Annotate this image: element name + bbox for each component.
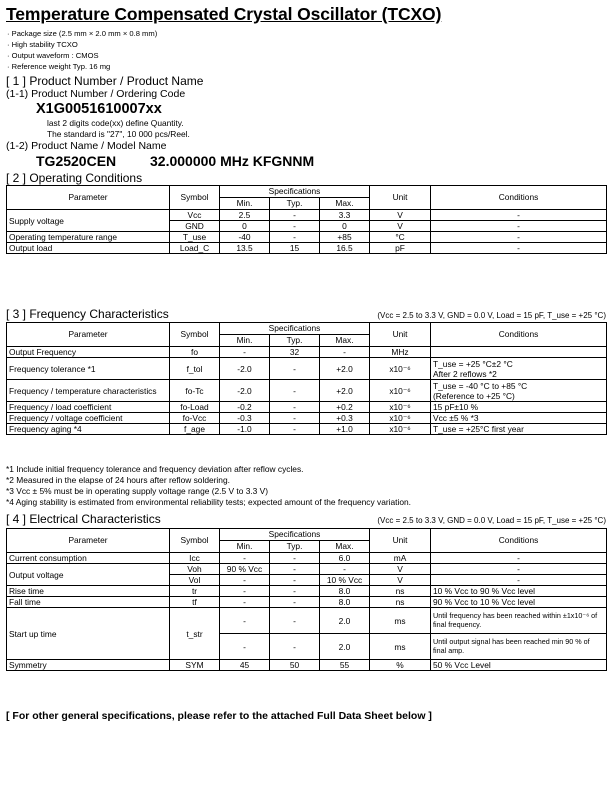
max-cell: +2.0 — [320, 358, 370, 380]
section-1-heading: [ 1 ] Product Number / Product Name — [6, 74, 204, 88]
min-cell: 13.5 — [220, 243, 270, 254]
param-cell: Current consumption — [7, 553, 170, 564]
conditions-cell: 10 % Vcc to 90 % Vcc level — [431, 586, 607, 597]
symbol-cell: Icc — [170, 553, 220, 564]
unit-cell: ns — [370, 597, 431, 608]
symbol-cell: fo-Tc — [170, 380, 220, 402]
max-cell: 8.0 — [320, 597, 370, 608]
conditions-line: T_use = -40 °C to +85 °C — [433, 380, 528, 391]
min-cell: - — [220, 347, 270, 358]
unit-cell: x10⁻⁶ — [370, 358, 431, 380]
min-cell: 0 — [220, 221, 270, 232]
footnote-3: *3 Vcc ± 5% must be in operating supply voltage range (2.5 V to 3.3 V) — [6, 486, 269, 496]
min-cell: - — [220, 586, 270, 597]
table-row — [7, 424, 607, 435]
max-cell: +85 — [320, 232, 370, 243]
table-row — [7, 347, 607, 358]
symbol-cell: tr — [170, 586, 220, 597]
typ-cell: - — [270, 413, 320, 424]
header-conditions: Conditions — [431, 186, 607, 210]
conditions-line: T_use = +25 °C±2 °C — [433, 358, 513, 369]
typ-cell: - — [270, 564, 320, 575]
unit-cell: x10⁻⁶ — [370, 402, 431, 413]
section-4-heading: [ 4 ] Electrical Characteristics — [6, 512, 161, 526]
header-unit: Unit — [370, 529, 431, 553]
typ-cell: - — [270, 553, 320, 564]
symbol-cell: fo-Vcc — [170, 413, 220, 424]
header-max: Max. — [320, 198, 370, 210]
table-row — [7, 597, 607, 608]
param-cell: Frequency / temperature characteristics — [7, 380, 170, 402]
unit-cell: V — [370, 564, 431, 575]
max-cell: 3.3 — [320, 210, 370, 221]
symbol-cell: fo — [170, 347, 220, 358]
typ-cell: 50 — [270, 660, 320, 671]
conditions-cell — [431, 358, 607, 380]
section-4-conditions: (Vcc = 2.5 to 3.3 V, GND = 0.0 V, Load = 15 pF, T_use = +25 °C) — [377, 516, 606, 525]
footnote-1: *1 Include initial frequency tolerance and frequency deviation after reflow cycles. — [6, 464, 304, 474]
header-specifications: Specifications — [220, 323, 370, 335]
header-parameter: Parameter — [7, 323, 170, 347]
unit-cell: pF — [370, 243, 431, 254]
max-cell: 8.0 — [320, 586, 370, 597]
max-cell: 16.5 — [320, 243, 370, 254]
param-cell: Frequency / voltage coefficient — [7, 413, 170, 424]
table-row — [7, 380, 607, 402]
symbol-cell: T_use — [170, 232, 220, 243]
footer-note: [ For other general specifications, please refer to the attached Full Data Sheet below ] — [6, 710, 432, 722]
unit-cell: ms — [370, 608, 431, 634]
max-cell: +1.0 — [320, 424, 370, 435]
min-cell: - — [220, 575, 270, 586]
max-cell: 55 — [320, 660, 370, 671]
unit-cell: ms — [370, 634, 431, 660]
header-symbol: Symbol — [170, 186, 220, 210]
header-max: Max. — [320, 335, 370, 347]
min-cell: 2.5 — [220, 210, 270, 221]
min-cell: -2.0 — [220, 380, 270, 402]
max-cell: +2.0 — [320, 380, 370, 402]
min-cell: - — [220, 634, 270, 660]
header-specifications: Specifications — [220, 186, 370, 198]
header-typ: Typ. — [270, 335, 320, 347]
bullet-waveform: · Output waveform : CMOS — [7, 51, 99, 60]
symbol-cell: t_str — [170, 608, 220, 660]
header-typ: Typ. — [270, 198, 320, 210]
typ-cell: - — [270, 232, 320, 243]
max-cell: - — [320, 564, 370, 575]
header-conditions: Conditions — [431, 323, 607, 347]
conditions-cell: - — [431, 232, 607, 243]
bullet-package-size: · Package size (2.5 mm × 2.0 mm × 0.8 mm) — [7, 29, 158, 38]
symbol-cell: tf — [170, 597, 220, 608]
conditions-cell: - — [431, 564, 607, 575]
max-cell: +0.3 — [320, 413, 370, 424]
param-cell: Start up time — [7, 608, 170, 660]
header-min: Min. — [220, 335, 270, 347]
header-min: Min. — [220, 198, 270, 210]
conditions-cell — [431, 380, 607, 402]
param-cell: Fall time — [7, 597, 170, 608]
table-row — [7, 608, 607, 634]
symbol-cell: Vcc — [170, 210, 220, 221]
footnote-2: *2 Measured in the elapse of 24 hours after reflow soldering. — [6, 475, 230, 485]
unit-cell: V — [370, 221, 431, 232]
header-unit: Unit — [370, 323, 431, 347]
bullet-stability: · High stability TCXO — [7, 40, 78, 49]
min-cell: - — [220, 608, 270, 634]
unit-cell: V — [370, 210, 431, 221]
unit-cell: V — [370, 575, 431, 586]
section-1-1-heading: (1-1) Product Number / Ordering Code — [6, 88, 186, 100]
table-row — [7, 586, 607, 597]
conditions-line: (Reference to +25 °C) — [433, 390, 515, 401]
param-cell: Frequency aging *4 — [7, 424, 170, 435]
table-row — [7, 210, 607, 221]
param-cell: Symmetry — [7, 660, 170, 671]
unit-cell: x10⁻⁶ — [370, 413, 431, 424]
min-cell: - — [220, 553, 270, 564]
min-cell: -1.0 — [220, 424, 270, 435]
min-cell: - — [220, 597, 270, 608]
typ-cell: - — [270, 575, 320, 586]
param-cell: Output load — [7, 243, 170, 254]
typ-cell: - — [270, 210, 320, 221]
min-cell: -0.3 — [220, 413, 270, 424]
unit-cell: x10⁻⁶ — [370, 380, 431, 402]
bullet-weight: · Reference weight Typ. 16 mg — [7, 62, 111, 71]
product-number-note-2: The standard is "27", 10 000 pcs/Reel. — [47, 129, 190, 139]
max-cell: - — [320, 347, 370, 358]
section-3-heading: [ 3 ] Frequency Characteristics — [6, 307, 169, 321]
max-cell: 10 % Vcc — [320, 575, 370, 586]
conditions-cell: - — [431, 553, 607, 564]
max-cell: 2.0 — [320, 634, 370, 660]
product-number: X1G0051610007xx — [36, 101, 162, 117]
min-cell: 45 — [220, 660, 270, 671]
header-parameter: Parameter — [7, 529, 170, 553]
param-cell: Rise time — [7, 586, 170, 597]
header-typ: Typ. — [270, 541, 320, 553]
typ-cell: - — [270, 608, 320, 634]
table-row — [7, 243, 607, 254]
typ-cell: 15 — [270, 243, 320, 254]
min-cell: -40 — [220, 232, 270, 243]
header-conditions: Conditions — [431, 529, 607, 553]
section-3-conditions: (Vcc = 2.5 to 3.3 V, GND = 0.0 V, Load = 15 pF, T_use = +25 °C) — [377, 311, 606, 320]
unit-cell: x10⁻⁶ — [370, 424, 431, 435]
conditions-cell: Vcc ±5 % *3 — [431, 413, 607, 424]
max-cell: 6.0 — [320, 553, 370, 564]
product-number-note-1: last 2 digits code(xx) define Quantity. — [47, 118, 184, 128]
table-row — [7, 402, 607, 413]
param-cell: Frequency / load coefficient — [7, 402, 170, 413]
unit-cell: ns — [370, 586, 431, 597]
table-row — [7, 358, 607, 380]
min-cell: 90 % Vcc — [220, 564, 270, 575]
conditions-line: After 2 reflows *2 — [433, 368, 497, 379]
header-symbol: Symbol — [170, 529, 220, 553]
header-unit: Unit — [370, 186, 431, 210]
table-row — [7, 564, 607, 575]
param-cell: Supply voltage — [7, 210, 170, 232]
min-cell: -0.2 — [220, 402, 270, 413]
conditions-cell: - — [431, 221, 607, 232]
param-cell: Operating temperature range — [7, 232, 170, 243]
page-title: Temperature Compensated Crystal Oscillator (TCXO) — [6, 4, 442, 24]
symbol-cell: Voh — [170, 564, 220, 575]
header-symbol: Symbol — [170, 323, 220, 347]
symbol-cell: Load_C — [170, 243, 220, 254]
typ-cell: - — [270, 402, 320, 413]
unit-cell: MHz — [370, 347, 431, 358]
conditions-cell: Until frequency has been reached within ±1x10⁻⁶ of final frequency. — [431, 608, 607, 634]
max-cell: +0.2 — [320, 402, 370, 413]
conditions-cell — [431, 347, 607, 358]
symbol-cell: GND — [170, 221, 220, 232]
conditions-cell: T_use = +25°C first year — [431, 424, 607, 435]
min-cell: -2.0 — [220, 358, 270, 380]
symbol-cell: SYM — [170, 660, 220, 671]
max-cell: 2.0 — [320, 608, 370, 634]
model-frequency: 32.000000 MHz KFGNNM — [150, 153, 315, 169]
model-name: TG2520CEN — [36, 153, 117, 169]
symbol-cell: fo-Load — [170, 402, 220, 413]
conditions-cell: - — [431, 243, 607, 254]
header-parameter: Parameter — [7, 186, 170, 210]
typ-cell: - — [270, 597, 320, 608]
section-1-2-heading: (1-2) Product Name / Model Name — [6, 140, 167, 152]
unit-cell: mA — [370, 553, 431, 564]
conditions-cell: - — [431, 575, 607, 586]
table-row — [7, 660, 607, 671]
typ-cell: - — [270, 221, 320, 232]
symbol-cell: f_age — [170, 424, 220, 435]
frequency-characteristics-table — [6, 322, 607, 435]
conditions-cell: 15 pF±10 % — [431, 402, 607, 413]
max-cell: 0 — [320, 221, 370, 232]
conditions-cell: - — [431, 210, 607, 221]
typ-cell: 32 — [270, 347, 320, 358]
table-row — [7, 553, 607, 564]
header-specifications: Specifications — [220, 529, 370, 541]
typ-cell: - — [270, 380, 320, 402]
symbol-cell: f_tol — [170, 358, 220, 380]
operating-conditions-table — [6, 185, 607, 254]
param-cell: Output Frequency — [7, 347, 170, 358]
typ-cell: - — [270, 424, 320, 435]
conditions-cell: 50 % Vcc Level — [431, 660, 607, 671]
footnote-4: *4 Aging stability is estimated from environmental reliability tests; expected amount of the frequency variation. — [6, 497, 411, 507]
symbol-cell: Vol — [170, 575, 220, 586]
unit-cell: °C — [370, 232, 431, 243]
electrical-characteristics-table — [6, 528, 607, 671]
conditions-cell: 90 % Vcc to 10 % Vcc level — [431, 597, 607, 608]
unit-cell: % — [370, 660, 431, 671]
header-min: Min. — [220, 541, 270, 553]
table-row — [7, 413, 607, 424]
param-cell: Output voltage — [7, 564, 170, 586]
typ-cell: - — [270, 358, 320, 380]
conditions-cell: Until output signal has been reached min 90 % of final amp. — [431, 634, 607, 660]
typ-cell: - — [270, 634, 320, 660]
table-row — [7, 232, 607, 243]
typ-cell: - — [270, 586, 320, 597]
param-cell: Frequency tolerance *1 — [7, 358, 170, 380]
header-max: Max. — [320, 541, 370, 553]
section-2-heading: [ 2 ] Operating Conditions — [6, 171, 143, 185]
